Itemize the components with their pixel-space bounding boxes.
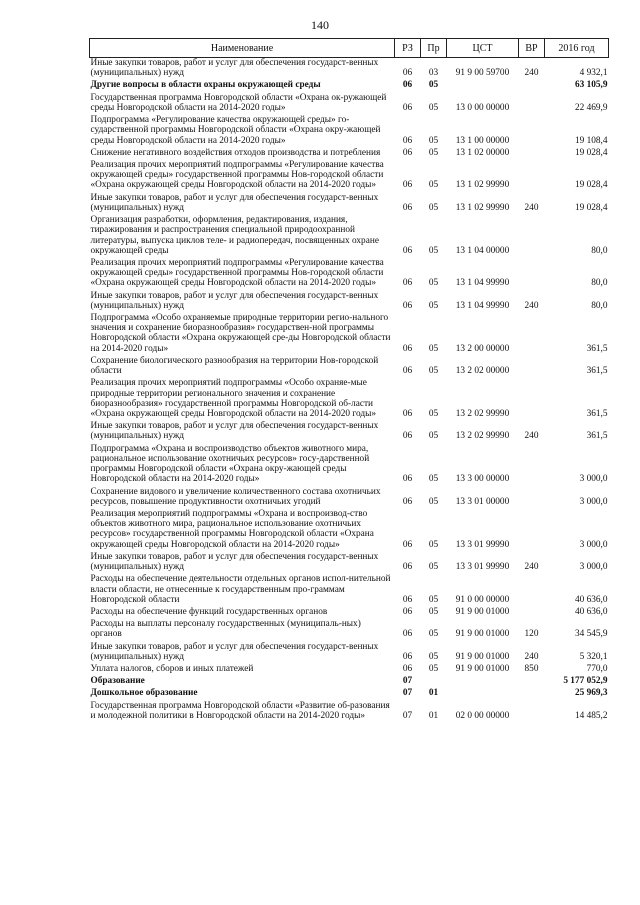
- budget-table: [89, 38, 609, 723]
- cell-sum: 80,0: [591, 300, 608, 311]
- cell-vr: 240: [524, 300, 539, 311]
- cell-sum: 19 028,4: [574, 147, 608, 158]
- cell-rz: 06: [402, 664, 413, 675]
- cell-rz: 06: [402, 474, 413, 485]
- cell-name: Иные закупки товаров, работ и услуг для обеспечения государст-венных (муниципальных) нужд: [90, 551, 379, 573]
- cell-pr: 05: [428, 606, 439, 617]
- cell-sum: 34 545,9: [574, 629, 608, 640]
- cell-pr: 05: [428, 629, 439, 640]
- cell-name: Иные закупки товаров, работ и услуг для обеспечения государст-венных (муниципальных) нужд: [90, 290, 379, 311]
- cell-rz: 06: [402, 562, 413, 573]
- cell-cst: 13 1 04 00000: [455, 245, 510, 256]
- cell-vr: [519, 607, 545, 619]
- cell-sum: 5 177 052,9: [563, 676, 608, 687]
- table-row: [90, 701, 609, 723]
- cell-cst: 02 0 00 00000: [455, 710, 510, 721]
- cell-vr: [519, 160, 545, 193]
- cell-sum: 770,0: [586, 664, 608, 675]
- cell-rz: 07: [402, 688, 413, 699]
- cell-name: Иные закупки товаров, работ и услуг для обеспечения государст-венных (муниципальных) нужд: [90, 421, 379, 442]
- cell-sum: 361,5: [586, 366, 608, 377]
- cell-sum: 19 108,4: [574, 135, 608, 146]
- cell-rz: 06: [402, 606, 413, 617]
- table-row: [90, 378, 609, 421]
- table-row: [90, 258, 609, 291]
- cell-name: Образование: [90, 676, 145, 687]
- cell-cst: [447, 676, 519, 688]
- cell-rz: 06: [402, 300, 413, 311]
- table-row: [90, 356, 609, 378]
- table-row: [90, 193, 609, 215]
- cell-rz: 06: [402, 202, 413, 213]
- cell-name: Снижение негативного воздействия отходов производства и потребления: [90, 147, 381, 158]
- table-row: [90, 93, 609, 115]
- cell-sum: 40 636,0: [574, 606, 608, 617]
- cell-cst: 13 3 01 99990: [455, 539, 510, 550]
- cell-rz: 06: [402, 102, 413, 113]
- cell-sum: 3 000,0: [579, 562, 608, 573]
- cell-pr: 05: [428, 300, 439, 311]
- cell-rz: 06: [402, 343, 413, 354]
- table-row: [90, 688, 609, 700]
- table-row: [90, 160, 609, 193]
- table-row: [90, 509, 609, 552]
- cell-sum: 3 000,0: [579, 496, 608, 507]
- header-pr: Пр: [421, 39, 447, 58]
- table-row: [90, 80, 609, 92]
- cell-vr: [519, 93, 545, 115]
- table-row: [90, 421, 609, 443]
- cell-vr: [519, 80, 545, 92]
- cell-cst: 13 0 00 00000: [455, 102, 510, 113]
- cell-name: Государственная программа Новгородской области «Развитие об-разования и молодежной политики в Новгородской области на 2014-2020 годы»: [90, 700, 390, 721]
- table-row: [90, 487, 609, 509]
- cell-pr: 05: [428, 539, 439, 550]
- table-row: [90, 676, 609, 688]
- cell-sum: 3 000,0: [579, 474, 608, 485]
- table-row: [90, 607, 609, 619]
- cell-cst: 13 3 00 00000: [455, 474, 510, 485]
- cell-rz: 06: [402, 180, 413, 191]
- cell-sum: 80,0: [591, 245, 608, 256]
- cell-pr: [421, 676, 447, 688]
- cell-sum: 361,5: [586, 431, 608, 442]
- cell-name: Реализация прочих мероприятий подпрограммы «Особо охраняе-мые природные территории регионального значения и сохранение биоразнообразия» государственной программы Новгородской об-ласти «Охрана окружающей среды Новгородской области на 2014-2020 годы»: [90, 378, 376, 419]
- cell-cst: 13 1 00 00000: [455, 135, 510, 146]
- cell-pr: 01: [428, 688, 439, 699]
- cell-pr: 05: [428, 474, 439, 485]
- cell-name: Иные закупки товаров, работ и услуг для обеспечения государст-венных (муниципальных) нужд: [90, 641, 379, 662]
- table-row: [90, 552, 609, 574]
- cell-cst: 13 1 02 99990: [455, 202, 510, 213]
- cell-sum: 25 969,3: [574, 688, 608, 699]
- cell-pr: 05: [428, 594, 439, 605]
- cell-cst: 13 2 00 00000: [455, 343, 510, 354]
- cell-pr: 05: [428, 496, 439, 507]
- cell-pr: 01: [428, 710, 439, 721]
- cell-name: Дошкольное образование: [90, 688, 198, 699]
- cell-rz: 07: [402, 710, 413, 721]
- cell-name: Государственная программа Новгородской области «Охрана ок-ружающей среды Новгородской области на 2014-2020 годы»: [90, 92, 387, 113]
- cell-sum: 5 320,1: [579, 651, 608, 662]
- cell-name: Реализация прочих мероприятий подпрограммы «Регулирование качества окружающей среды» государственной программы Нов-городской области «Охрана окружающей среды Новгородской области на 2014-2020 годы»: [90, 159, 384, 191]
- cell-sum: 19 028,4: [574, 202, 608, 213]
- cell-sum: 3 000,0: [579, 539, 608, 550]
- cell-pr: 05: [428, 343, 439, 354]
- cell-vr: [519, 509, 545, 552]
- cell-name: Подпрограмма «Особо охраняемые природные территории регио-нального значения и сохранение биоразнообразия» государствен-ной программы Новгородской области «Охрана окружающей сре-ды Новгородской области на 2014-2020 годы»: [90, 313, 391, 354]
- cell-vr: [519, 701, 545, 723]
- cell-pr: 05: [428, 366, 439, 377]
- cell-sum: 361,5: [586, 409, 608, 419]
- cell-pr: 05: [428, 278, 439, 289]
- cell-name: Расходы на обеспечение функций государственных органов: [90, 606, 328, 617]
- cell-name: Реализация прочих мероприятий подпрограммы «Регулирование качества окружающей среды» государственной программы Нов-городской области «Охрана окружающей среды Новгородской области на 2014-2020 годы»: [90, 257, 384, 289]
- cell-pr: 05: [428, 80, 439, 91]
- cell-rz: 06: [402, 80, 413, 91]
- cell-pr: 05: [428, 180, 439, 191]
- cell-rz: 06: [402, 431, 413, 442]
- cell-vr: [519, 378, 545, 421]
- cell-name: Иные закупки товаров, работ и услуг для обеспечения государст-венных (муниципальных) нужд: [90, 192, 379, 213]
- cell-rz: 06: [402, 245, 413, 256]
- cell-vr: [519, 356, 545, 378]
- table-row: [90, 215, 609, 258]
- cell-sum: 80,0: [591, 278, 608, 289]
- cell-name: Сохранение видового и увеличение количественного состава охотничьих ресурсов, повышение продуктивности охотничьих угодий: [90, 486, 381, 507]
- cell-vr: 240: [524, 202, 539, 213]
- table-row: [90, 313, 609, 356]
- cell-rz: 06: [402, 496, 413, 507]
- cell-pr: 05: [428, 102, 439, 113]
- cell-pr: 03: [428, 68, 439, 79]
- cell-rz: 06: [402, 629, 413, 640]
- page-number: 140: [311, 18, 329, 32]
- cell-name: Иные закупки товаров, работ и услуг для обеспечения государст-венных (муниципальных) нужд: [90, 58, 379, 79]
- cell-rz: 06: [402, 409, 413, 419]
- cell-vr: [519, 215, 545, 258]
- cell-name: Сохранение биологического разнообразия на территории Нов-городской области: [90, 355, 379, 377]
- cell-cst: 91 9 00 01000: [455, 651, 510, 662]
- table-row: [90, 619, 609, 641]
- cell-name: Подпрограмма «Регулирование качества окружающей среды» го-сударственной программы Новгородской области «Охрана окру-жающей среды Новгородской области на 2014-2020 годы»: [90, 115, 381, 146]
- cell-cst: 13 2 02 99990: [455, 431, 510, 442]
- cell-rz: 06: [402, 539, 413, 550]
- header-name: Наименование: [90, 39, 395, 58]
- cell-cst: 13 3 01 00000: [455, 496, 510, 507]
- cell-cst: 13 2 02 00000: [455, 366, 510, 377]
- cell-vr: [519, 688, 545, 700]
- cell-vr: [519, 258, 545, 291]
- cell-rz: 06: [402, 147, 413, 158]
- cell-sum: 63 105,9: [574, 80, 608, 91]
- cell-rz: 06: [402, 366, 413, 377]
- cell-pr: 05: [428, 409, 439, 419]
- cell-vr: 850: [524, 664, 539, 675]
- table-row: [90, 115, 609, 148]
- cell-vr: 120: [524, 629, 539, 640]
- cell-vr: [519, 676, 545, 688]
- cell-vr: [519, 574, 545, 607]
- cell-name: Реализация мероприятий подпрограммы «Охрана и воспроизвод-ство объектов животного мира, рациональное использование охотничьих ресурсов» государственной программы Новгородской области «Охрана окружающей среды Новгородской области на 2014-2020 годы»: [90, 508, 374, 550]
- cell-vr: 240: [524, 562, 539, 573]
- table-row: [90, 444, 609, 487]
- cell-vr: 240: [524, 68, 539, 79]
- cell-cst: [447, 688, 519, 700]
- cell-vr: [519, 115, 545, 148]
- cell-rz: 06: [402, 135, 413, 146]
- cell-pr: 05: [428, 202, 439, 213]
- cell-cst: 13 1 02 99990: [455, 180, 510, 191]
- table-row: [90, 58, 609, 81]
- cell-pr: 05: [428, 651, 439, 662]
- table-row: [90, 642, 609, 664]
- cell-vr: 240: [524, 651, 539, 662]
- cell-vr: 240: [524, 431, 539, 442]
- cell-rz: 06: [402, 594, 413, 605]
- header-year: 2016 год: [545, 39, 609, 58]
- cell-cst: 13 1 02 00000: [455, 147, 510, 158]
- cell-vr: [519, 148, 545, 160]
- cell-sum: 4 932,1: [579, 68, 608, 79]
- cell-cst: 13 3 01 99990: [455, 562, 510, 573]
- table-header-row: [90, 39, 609, 58]
- header-rz: РЗ: [395, 39, 421, 58]
- cell-pr: 05: [428, 135, 439, 146]
- cell-name: Подпрограмма «Охрана и воспроизводство объектов животного мира, рациональное использование охотничьих ресурсов» госу-дарственной программы Новгородской области «Охрана окру-жающей среды Новгородской области на 2014-2020 годы»: [90, 443, 370, 485]
- header-vr: ВР: [519, 39, 545, 58]
- cell-pr: 05: [428, 664, 439, 675]
- cell-pr: 05: [428, 147, 439, 158]
- table-row: [90, 291, 609, 313]
- cell-rz: 06: [402, 68, 413, 79]
- cell-pr: 05: [428, 431, 439, 442]
- cell-rz: 06: [402, 651, 413, 662]
- cell-sum: 40 636,0: [574, 594, 608, 605]
- cell-name: Организация разработки, оформления, редактирования, издания, тиражирования и распространения специальной природоохранной литературы, выпуска циклов теле- и радиопередач, посвященных охране окружающей среды: [90, 215, 379, 256]
- cell-cst: 91 9 00 01000: [455, 629, 510, 640]
- cell-name: Расходы на обеспечение деятельности отдельных органов испол-нительной власти области, не отнесенные к государственным про-граммам Новгородской области: [90, 574, 391, 605]
- cell-rz: 06: [402, 278, 413, 289]
- cell-cst: 91 9 00 01000: [455, 606, 510, 617]
- table-row: [90, 574, 609, 607]
- cell-pr: 05: [428, 562, 439, 573]
- table-row: [90, 664, 609, 676]
- cell-vr: [519, 487, 545, 509]
- cell-cst: 13 1 04 99990: [455, 300, 510, 311]
- cell-cst: 91 0 00 00000: [455, 594, 510, 605]
- cell-name: Уплата налогов, сборов и иных платежей: [90, 664, 254, 675]
- cell-cst: 13 1 04 99990: [455, 278, 510, 289]
- cell-sum: 361,5: [586, 343, 608, 354]
- cell-pr: 05: [428, 245, 439, 256]
- cell-sum: 19 028,4: [574, 180, 608, 191]
- cell-vr: [519, 444, 545, 487]
- cell-sum: 22 469,9: [574, 102, 608, 113]
- header-cst: ЦСТ: [447, 39, 519, 58]
- cell-cst: 91 9 00 01000: [455, 664, 510, 675]
- cell-name: Расходы на выплаты персоналу государственных (муниципаль-ных) органов: [90, 619, 361, 640]
- cell-sum: 14 485,2: [574, 710, 608, 721]
- cell-vr: [519, 313, 545, 356]
- cell-cst: 13 2 02 99990: [455, 409, 510, 419]
- table-row: [90, 148, 609, 160]
- cell-rz: 07: [402, 676, 413, 687]
- cell-cst: [447, 80, 519, 92]
- cell-name: Другие вопросы в области охраны окружающей среды: [90, 80, 321, 91]
- cell-cst: 91 9 00 59700: [455, 68, 510, 79]
